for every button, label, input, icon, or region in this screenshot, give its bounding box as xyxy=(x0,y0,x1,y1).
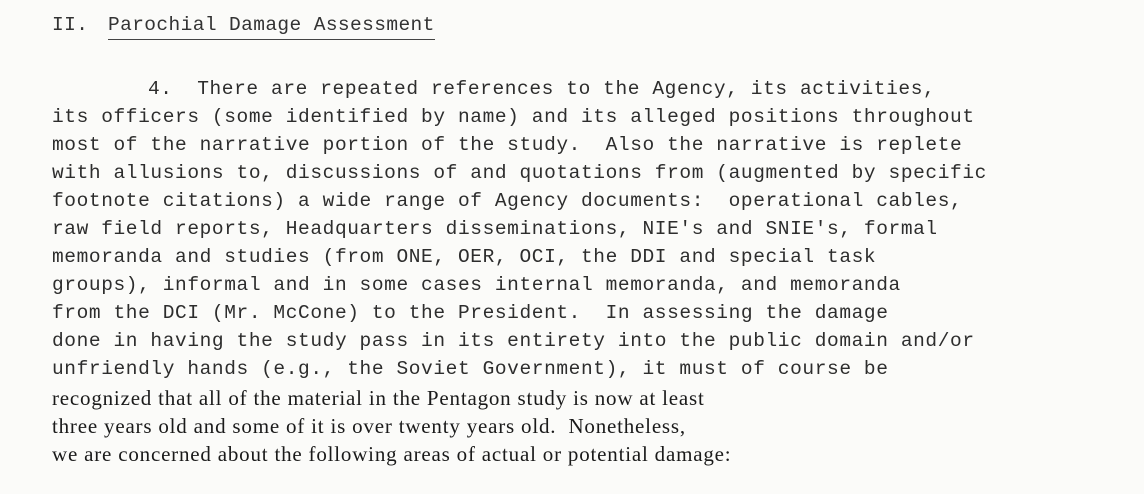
section-title: Parochial Damage Assessment xyxy=(108,14,435,40)
paragraph-line: memoranda and studies (from ONE, OER, OCI, the DDI and special task xyxy=(52,246,877,268)
paragraph-line: groups), informal and in some cases internal memoranda, and memoranda xyxy=(52,274,901,296)
section-number: II. xyxy=(52,14,89,36)
paragraph-line: 4. There are repeated references to the Agency, its activities, xyxy=(148,78,936,100)
section-heading xyxy=(52,14,435,40)
paragraph-line: from the DCI (Mr. McCone) to the President. In assessing the damage xyxy=(52,302,889,324)
paragraph-line: most of the narrative portion of the study. Also the narrative is replete xyxy=(52,134,963,156)
paragraph-line: raw field reports, Headquarters disseminations, NIE's and SNIE's, formal xyxy=(52,218,938,240)
paragraph-line: three years old and some of it is over twenty years old. Nonetheless, xyxy=(52,414,686,438)
paragraph-line: unfriendly hands (e.g., the Soviet Government), it must of course be xyxy=(52,358,889,380)
paragraph-line: footnote citations) a wide range of Agency documents: operational cables, xyxy=(52,190,963,212)
paragraph-line: recognized that all of the material in the Pentagon study is now at least xyxy=(52,386,705,410)
paragraph-line: we are concerned about the following areas of actual or potential damage: xyxy=(52,442,732,466)
paragraph-line: its officers (some identified by name) and its alleged positions throughout xyxy=(52,106,975,128)
paragraph-line: done in having the study pass in its entirety into the public domain and/or xyxy=(52,330,975,352)
paragraph-line: with allusions to, discussions of and quotations from (augmented by specific xyxy=(52,162,987,184)
